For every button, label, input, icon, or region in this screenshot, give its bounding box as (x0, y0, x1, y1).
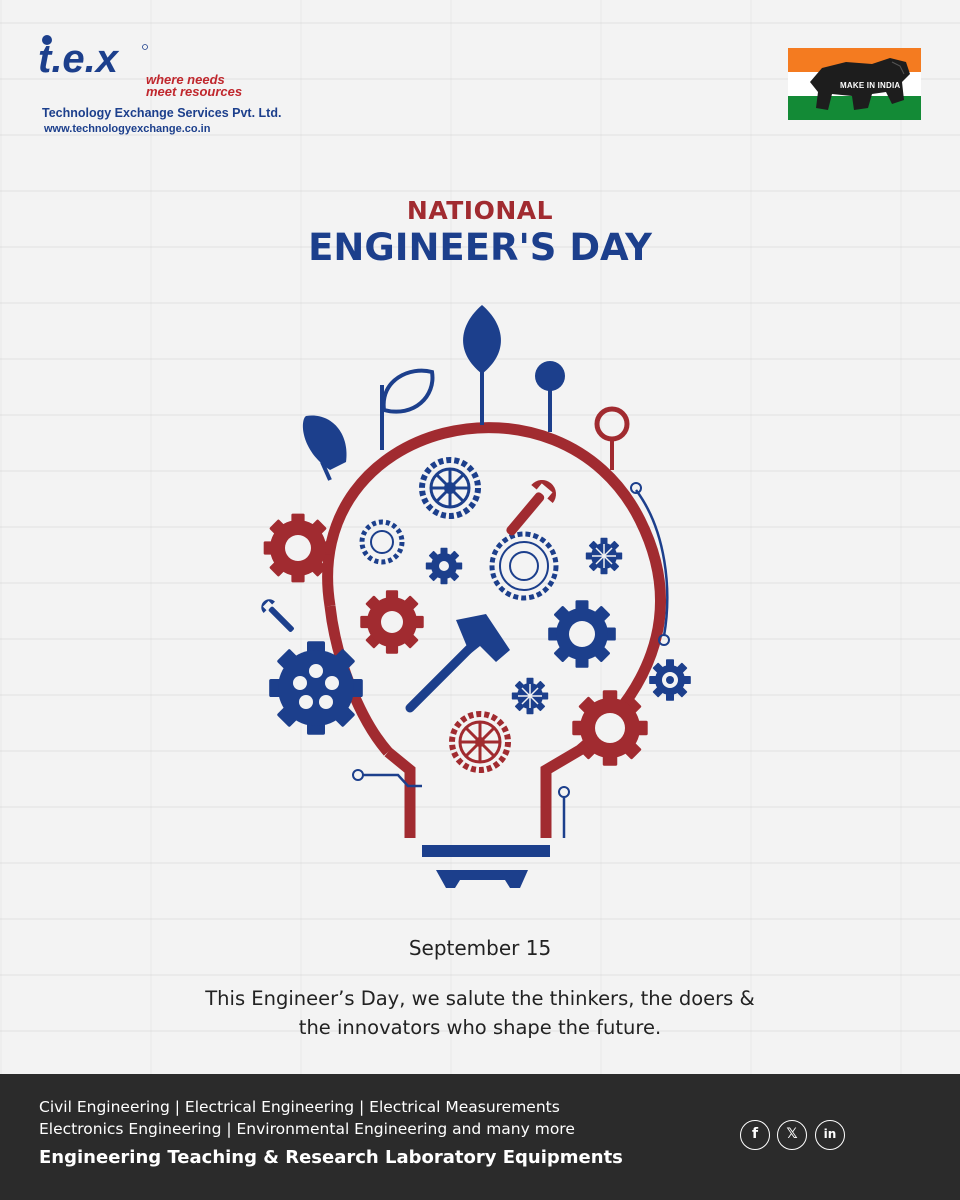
event-date: September 15 (408, 936, 552, 960)
headline-national: NATIONAL (406, 196, 554, 225)
footer-tagline: Engineering Teaching & Research Laboratory Equipments (39, 1147, 623, 1168)
make-in-india-text: MAKE IN INDIA (840, 81, 901, 90)
svg-text:t.e.x: t.e.x (38, 37, 119, 81)
footer-bar (0, 1074, 960, 1200)
headline-engineers-day: ENGINEER'S DAY (308, 226, 652, 269)
tribute-message-line2: the innovators who shape the future. (298, 1016, 662, 1039)
company-logo (38, 34, 298, 134)
company-website: www.technologyexchange.co.in (44, 123, 211, 135)
headline (0, 196, 960, 269)
make-in-india-badge (788, 48, 921, 120)
x-icon[interactable]: 𝕏 (777, 1120, 807, 1150)
logo-tagline: where needs meet resources (146, 72, 243, 99)
company-name: Technology Exchange Services Pvt. Ltd. (42, 106, 282, 120)
footer-disciplines-line2: Electronics Engineering | Environmental Engineering and many more (39, 1120, 575, 1138)
linkedin-icon[interactable]: in (815, 1120, 845, 1150)
facebook-icon[interactable]: f (740, 1120, 770, 1150)
tex-logo-icon (38, 34, 148, 98)
tribute-message (130, 984, 830, 1042)
lightbulb-gears-icon (240, 300, 720, 900)
footer-disciplines-line1: Civil Engineering | Electrical Engineering | Electrical Measurements (39, 1098, 560, 1116)
tribute-message-line1: This Engineer’s Day, we salute the thinkers, the doers & (205, 987, 755, 1010)
